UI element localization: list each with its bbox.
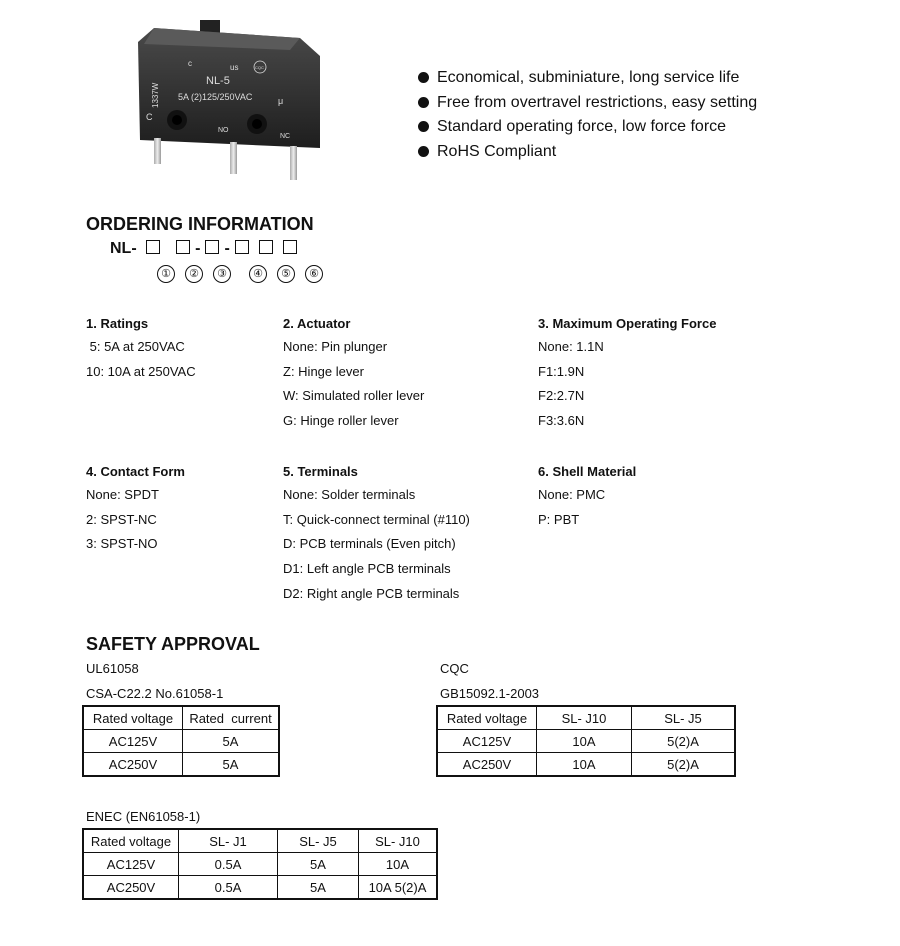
photo-mark-model: NL-5 (206, 75, 230, 87)
code-slot-6 (283, 240, 297, 254)
option-item: None: Pin plunger (283, 339, 388, 354)
table-cell: 0.5A (179, 876, 278, 900)
product-photo (130, 8, 330, 188)
photo-mark-mu: μ (278, 96, 284, 106)
option-terminals (283, 464, 470, 609)
option-item: Z: Hinge lever (283, 363, 364, 379)
option-operating-force (538, 316, 716, 437)
slot-number: ③ (213, 265, 231, 283)
table-cell: 10A (537, 730, 632, 753)
photo-mark-no: NO (218, 127, 229, 134)
ul-standard-label: UL61058 (86, 661, 139, 676)
table-cell: 5A (278, 853, 359, 876)
option-item: D1: Left angle PCB terminals (283, 561, 451, 577)
table-cell: 10A (359, 853, 438, 876)
ul-rating-table (82, 705, 280, 777)
option-title: 6. Shell Material (538, 464, 637, 479)
table-row (83, 730, 279, 753)
option-item: None: Solder terminals (283, 487, 416, 502)
part-code-pattern: NL- - - (110, 240, 302, 258)
table-cell: AC125V (83, 853, 179, 876)
table-header-cell: Rated voltage (83, 706, 183, 730)
code-slot-1 (146, 240, 160, 254)
code-slot-numbers (157, 265, 323, 283)
table-header-cell: Rated current (183, 706, 280, 730)
option-item: P: PBT (538, 511, 580, 527)
table-cell: 5(2)A (632, 753, 736, 777)
table-header-cell: SL- J10 (537, 706, 632, 730)
table-header-row (437, 706, 735, 730)
option-title: 4. Contact Form (86, 464, 185, 479)
bullet-icon (418, 146, 429, 157)
code-slot-2 (176, 240, 190, 254)
option-item: 5: 5A at 250VAC (86, 339, 185, 354)
table-cell: AC125V (83, 730, 183, 753)
table-header-row (83, 829, 437, 853)
enec-label: ENEC (EN61058-1) (86, 809, 201, 824)
option-item: 2: SPST-NC (86, 511, 157, 527)
bullet-icon (418, 121, 429, 132)
code-slot-5 (259, 240, 273, 254)
photo-mark-us: us (230, 63, 239, 72)
table-row (437, 753, 735, 777)
csa-standard-label: CSA-C22.2 No.61058-1 (86, 686, 224, 701)
option-title: 3. Maximum Operating Force (538, 316, 717, 331)
code-slot-3 (205, 240, 219, 254)
option-shell-material (538, 464, 636, 535)
option-title: 2. Actuator (283, 316, 351, 331)
table-cell: AC250V (83, 876, 179, 900)
table-header-cell: Rated voltage (437, 706, 537, 730)
option-item: F2:2.7N (538, 388, 585, 404)
table-cell: 0.5A (179, 853, 278, 876)
option-item: W: Simulated roller lever (283, 388, 425, 404)
option-item: D2: Right angle PCB terminals (283, 585, 460, 601)
table-row (83, 853, 437, 876)
option-actuator (283, 316, 424, 437)
table-cell: 5A (183, 730, 280, 753)
table-cell: 5(2)A (632, 730, 736, 753)
photo-mark-rating: 5A (2)125/250VAC (178, 92, 253, 102)
option-item: T: Quick-connect terminal (#110) (283, 511, 470, 527)
table-cell: 10A (537, 753, 632, 777)
bullet-icon (418, 72, 429, 83)
photo-mark-com: C (146, 112, 153, 122)
option-item: D: PCB terminals (Even pitch) (283, 536, 456, 552)
table-header-cell: SL- J5 (632, 706, 736, 730)
enec-rating-table (82, 828, 438, 900)
option-item: None: SPDT (86, 487, 159, 502)
slot-number: ⑥ (305, 265, 323, 283)
table-row (83, 876, 437, 900)
photo-mark-nc: NC (280, 133, 291, 140)
photo-mark-code: 1337W (151, 82, 160, 108)
photo-mark-c: c (188, 59, 192, 68)
option-item: 3: SPST-NO (86, 536, 158, 552)
table-cell: 10A 5(2)A (359, 876, 438, 900)
table-row (437, 730, 735, 753)
option-item: None: 1.1N (538, 339, 604, 354)
feature-item: Economical, subminiature, long service life (418, 66, 757, 91)
option-title: 1. Ratings (86, 316, 149, 331)
feature-item: Free from overtravel restrictions, easy setting (418, 91, 757, 116)
safety-title: SAFETY APPROVAL (86, 634, 260, 654)
table-header-cell: Rated voltage (83, 829, 179, 853)
table-header-cell: SL- J1 (179, 829, 278, 853)
slot-number: ⑤ (277, 265, 295, 283)
cqc-rating-table (436, 705, 736, 777)
bullet-icon (418, 97, 429, 108)
table-cell: AC250V (437, 753, 537, 777)
option-item: F3:3.6N (538, 413, 585, 429)
ordering-title: ORDERING INFORMATION (86, 214, 314, 234)
code-slot-4 (235, 240, 249, 254)
feature-item: RoHS Compliant (418, 140, 757, 165)
table-header-cell: SL- J10 (359, 829, 438, 853)
table-row (83, 753, 279, 777)
slot-number: ① (157, 265, 175, 283)
option-item: 10: 10A at 250VAC (86, 363, 196, 379)
table-header-row (83, 706, 279, 730)
table-cell: 5A (278, 876, 359, 900)
table-cell: AC125V (437, 730, 537, 753)
feature-item: Standard operating force, low force force (418, 115, 757, 140)
option-item: None: PMC (538, 487, 606, 502)
option-title: 5. Terminals (283, 464, 358, 479)
option-item: G: Hinge roller lever (283, 413, 399, 429)
cqc-label: CQC (440, 661, 469, 676)
part-code-prefix: NL- (110, 240, 137, 257)
gb-standard-label: GB15092.1-2003 (440, 686, 540, 701)
option-contact-form (86, 464, 185, 560)
table-cell: 5A (183, 753, 280, 777)
slot-number: ④ (249, 265, 267, 283)
option-item: F1:1.9N (538, 363, 585, 379)
table-header-cell: SL- J5 (278, 829, 359, 853)
photo-mark-cqc: CQC (255, 65, 264, 70)
table-cell: AC250V (83, 753, 183, 777)
feature-list (418, 66, 757, 165)
slot-number: ② (185, 265, 203, 283)
option-ratings (86, 316, 196, 387)
